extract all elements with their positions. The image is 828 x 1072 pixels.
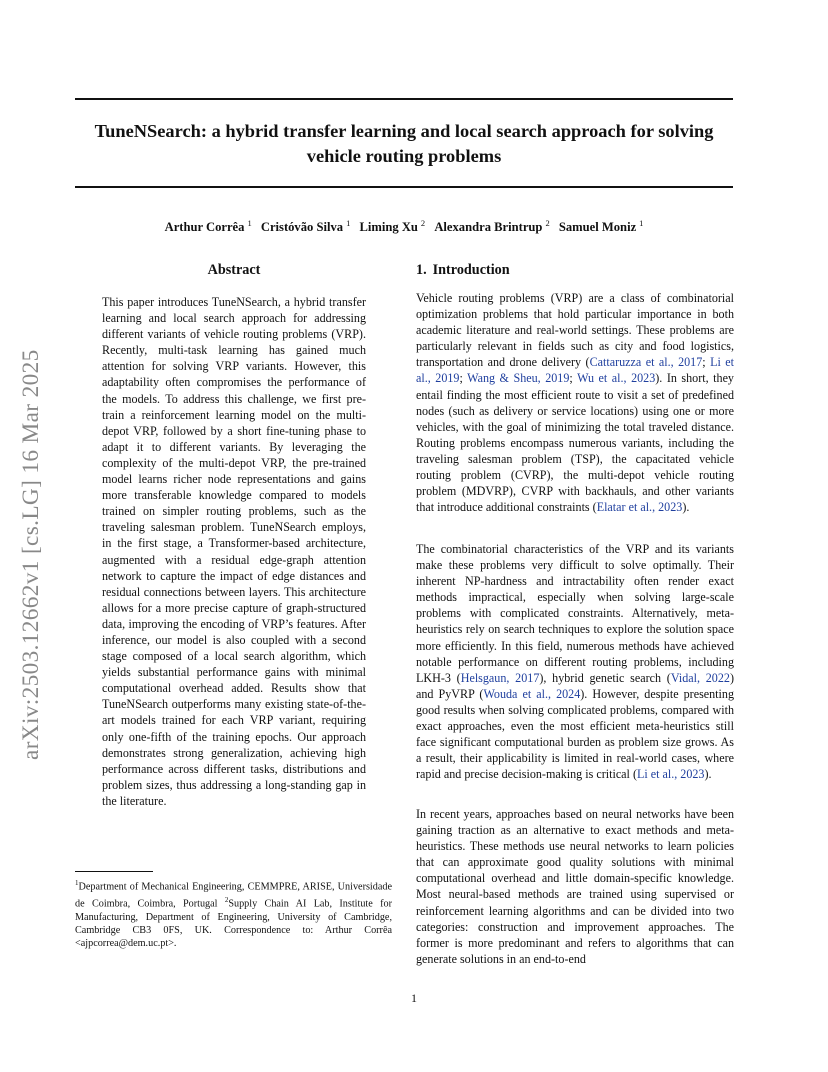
footnote-text: Supply Chain AI Lab, Institute for Manufacturing, Department of Engineering, University of Cambridge, Cambridge CB3 0FS, UK. Correspondence to: Arthur Corrêa <ajpcorrea@dem.uc.pt>. — [75, 898, 392, 950]
affiliation-footnote — [75, 877, 392, 951]
section-title: Introduction — [432, 262, 510, 278]
author-name: Arthur Corrêa — [164, 220, 245, 235]
author-name: Alexandra Brintrup — [434, 220, 543, 235]
footnote-mark: 1 — [75, 879, 79, 887]
paper-title: TuneNSearch: a hybrid transfer learning and local search approach for solving vehicle routing problems — [94, 121, 714, 166]
section-number: 1. — [416, 262, 427, 278]
citation-link[interactable]: Helsgaun, 2017 — [460, 670, 540, 685]
author-name: Cristóvão Silva — [260, 220, 344, 235]
page-number: 1 — [411, 991, 417, 1005]
introduction-heading — [416, 261, 510, 279]
author — [261, 220, 350, 234]
author-affiliation-mark: 1 — [639, 218, 644, 228]
citation-link[interactable]: Li et al., 2019 — [416, 355, 734, 386]
author-affiliation-mark: 1 — [346, 218, 351, 228]
footnote-text: Department of Mechanical Engineering, CEMMPRE, ARISE, Universidade de Coimbra, Coimbra, Portugal — [75, 881, 392, 910]
citation-link[interactable]: Wang & Sheu, 2019 — [467, 371, 570, 386]
citation-link[interactable]: Li et al., 2023 — [636, 767, 705, 782]
abstract-heading: Abstract — [207, 262, 261, 278]
citation-link[interactable]: Elatar et al., 2023 — [596, 500, 683, 515]
abstract-text: This paper introduces TuneNSearch, a hybrid transfer learning and local search approach for addressing different variants of vehicle routing problems (VRP). Recently, multi-task learning has gained much attention for solving VRP variants. However, this adaptability often compromises the performance of the models. To address this challenge, we first pre-train a reinforcement learning model on the multi-depot VRP, followed by a short fine-tuning phase to adapt it to different variants. By leveraging the complexity of the multi-depot VRP, the pre-trained model learns richer node representations and gains more transferable knowledge compared to models trained on simpler routing problems, such as the traveling salesman problem. TuneNSearch employs, in the first stage, a Transformer-based architecture, augmented with a residual edge-graph attention network to capture the impact of edge distances and residual connections between layers. This architecture allows for a more precise capture of graph-structured data, improving the encoding of VRP’s features. After inference, our model is also coupled with a second stage composed of a local search algorithm, which yields substantial performance gains with minimal computational overhead added. Results show that TuneNSearch outperforms many existing state-of-the-art models trained for each VRP variant, requiring only one-fifth of the training epochs. Our approach demonstrates strong generalization, achieving high performance across different tasks, distributions and problem sizes, thus addressing a long-standing gap in the literature. — [102, 295, 366, 808]
arxiv-identifier-stamp: arXiv:2503.12662v1 [cs.LG] 16 Mar 2025 — [18, 349, 44, 760]
introduction-paragraph-2: The combinatorial characteristics of the VRP and its variants make these problems very difficult to solve optimally. Their inherent NP-hardness and intractability often render exact methods impractical, especially when solving large-scale problems with complicated constraints. Alternatively, meta-heuristics rely on search techniques to explore the solution space more efficiently. In this field, numerous methods have achieved notable performance on different routing problems, including LKH-3 (Helsgaun, 2017), hybrid genetic search (Vidal, 2022) and PyVRP (Wouda et al., 2024). However, despite presenting good results when solving complicated problems, compared with exact approaches, even the most efficient meta-heuristics still face significant computational burden as problem size grows. As a result, their applicability is limited in real-world cases, where rapid and precise decision-making is critical (Li et al., 2023). — [416, 542, 734, 782]
introduction-paragraph-3: In recent years, approaches based on neural networks have been gaining traction as an alternative to exact methods and meta-heuristics. These methods use neural networks to learn policies that can approximate good quality solutions with minimal computational overhead and little domain-specific knowledge. Most neural-based methods are trained using supervised or reinforcement learning algorithms and can be divided into two categories: construction and improvement approaches. The former is more predominant and refers to algorithms that can generate solutions in an end-to-end — [416, 807, 734, 966]
title-rule-top — [75, 98, 733, 100]
author — [359, 220, 425, 234]
introduction-paragraph-1: Vehicle routing problems (VRP) are a class of combinatorial optimization problems that hold particular importance in both academic literature and real-world settings. These problems are particularly relevant in fields such as city and food logistics, transportation and drone delivery (Cattaruzza et al., 2017; Li et al., 2019; Wang & Sheu, 2019; Wu et al., 2023). In short, they entail finding the most efficient route to visit a set of predefined nodes (such as delivery or service locations) using one or more vehicles, with the goal of minimizing the total traveled distance. Routing problems encompass numerous variants, including the traveling salesman problem (TSP), the capacitated vehicle routing problem (CVRP), the multi-depot vehicle routing problem (MDVRP), CVRP with backhauls, and other variants that introduce additional constraints (Elatar et al., 2023). — [416, 291, 734, 515]
citation-link[interactable]: Wouda et al., 2024 — [483, 686, 581, 701]
citation-link[interactable]: Cattaruzza et al., 2017 — [589, 355, 703, 370]
author-affiliation-mark: 2 — [420, 218, 426, 228]
author-list — [75, 214, 733, 236]
author-name: Liming Xu — [359, 220, 418, 235]
author-affiliation-mark: 1 — [247, 218, 252, 228]
author — [434, 220, 549, 234]
citation-link[interactable]: Vidal, 2022 — [670, 670, 730, 685]
author-name: Samuel Moniz — [558, 220, 637, 235]
author — [165, 220, 252, 234]
author-affiliation-mark: 2 — [545, 218, 550, 228]
footnote-rule — [75, 871, 153, 872]
title-rule-bottom — [75, 186, 733, 188]
citation-link[interactable]: Wu et al., 2023 — [577, 371, 656, 386]
footnote-mark: 2 — [224, 895, 229, 904]
author — [559, 220, 644, 234]
